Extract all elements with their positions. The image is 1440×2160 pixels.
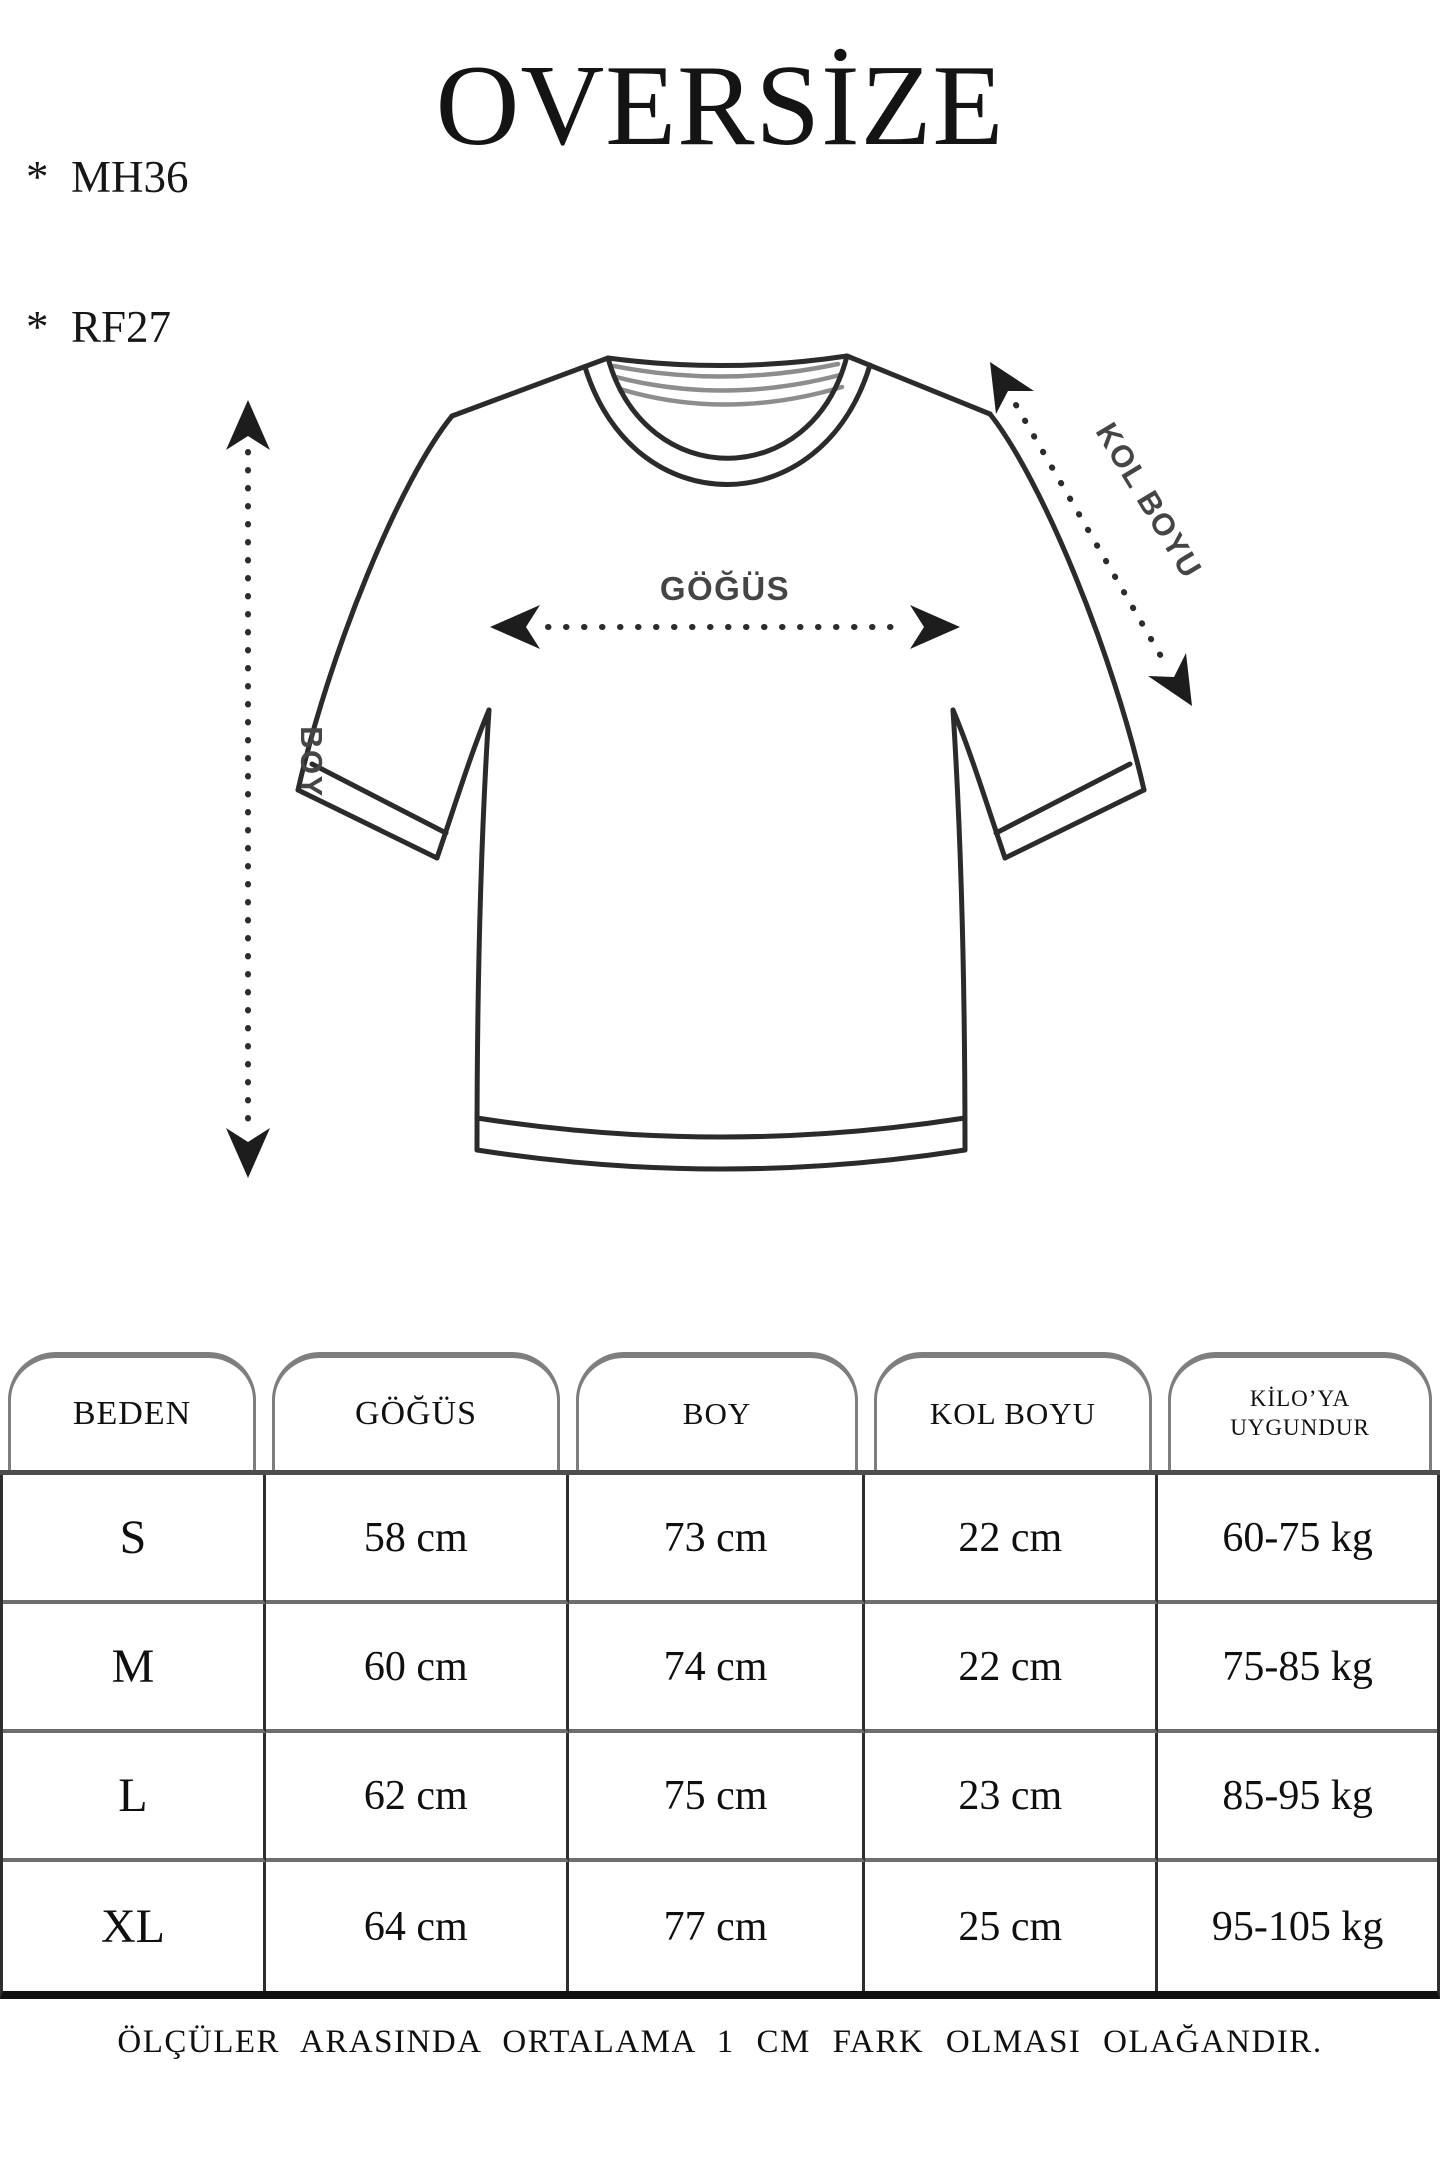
arrowhead-right-icon (910, 605, 960, 649)
product-code-1: * MH36 (26, 152, 189, 202)
size-chart-table (0, 1352, 1440, 1999)
row-l-weight: 85-95 kg (1158, 1733, 1437, 1862)
row-l-size: L (3, 1733, 266, 1862)
row-xl-size: XL (3, 1862, 266, 1991)
row-xl-length: 77 cm (569, 1862, 866, 1991)
arrowhead-upleft-icon (990, 362, 1034, 414)
header-beden: BEDEN (8, 1352, 256, 1470)
row-s-sleeve: 22 cm (865, 1475, 1158, 1604)
row-m-chest: 60 cm (266, 1604, 569, 1733)
length-measure-arrow (226, 400, 329, 1178)
row-xl-weight: 95-105 kg (1158, 1862, 1437, 1991)
row-m-sleeve: 22 cm (865, 1604, 1158, 1733)
chest-label: GÖĞÜS (659, 570, 791, 607)
sleeve-label: KOL BOYU (1088, 416, 1210, 585)
row-m-length: 74 cm (569, 1604, 866, 1733)
chest-measure-arrow (490, 570, 960, 649)
arrowhead-down-icon (226, 1128, 270, 1178)
row-xl-sleeve: 25 cm (865, 1862, 1158, 1991)
row-s-weight: 60-75 kg (1158, 1475, 1437, 1604)
row-l-chest: 62 cm (266, 1733, 569, 1862)
row-s-length: 73 cm (569, 1475, 866, 1604)
page-title: OVERSİZE (435, 42, 1005, 170)
row-m-weight: 75-85 kg (1158, 1604, 1437, 1733)
sleeve-measure-arrow (990, 362, 1209, 706)
tolerance-note: ÖLÇÜLER ARASINDA ORTALAMA 1 CM FARK OLMASI OLAĞANDIR. (117, 2024, 1323, 2060)
table-header-row (0, 1352, 1440, 1475)
tshirt-drawing (298, 356, 1144, 1169)
row-l-length: 75 cm (569, 1733, 866, 1862)
tshirt-measurement-diagram (0, 200, 1440, 1260)
product-code-2: * RF27 (26, 302, 172, 352)
header-boy: BOY (576, 1352, 858, 1470)
row-m-size: M (3, 1604, 266, 1733)
row-s-size: S (3, 1475, 266, 1604)
row-l-sleeve: 23 cm (865, 1733, 1158, 1862)
row-xl-chest: 64 cm (266, 1862, 569, 1991)
arrowhead-downright-icon (1148, 653, 1192, 706)
length-label: BOY (294, 726, 329, 798)
row-s-chest: 58 cm (266, 1475, 569, 1604)
header-gogus: GÖĞÜS (272, 1352, 560, 1470)
table-body (0, 1475, 1440, 1999)
arrowhead-up-icon (226, 400, 270, 450)
arrowhead-left-icon (490, 605, 540, 649)
header-kiloya-uygundur: KİLO’YA UYGUNDUR (1168, 1352, 1432, 1470)
header-kol-boyu: KOL BOYU (874, 1352, 1152, 1470)
